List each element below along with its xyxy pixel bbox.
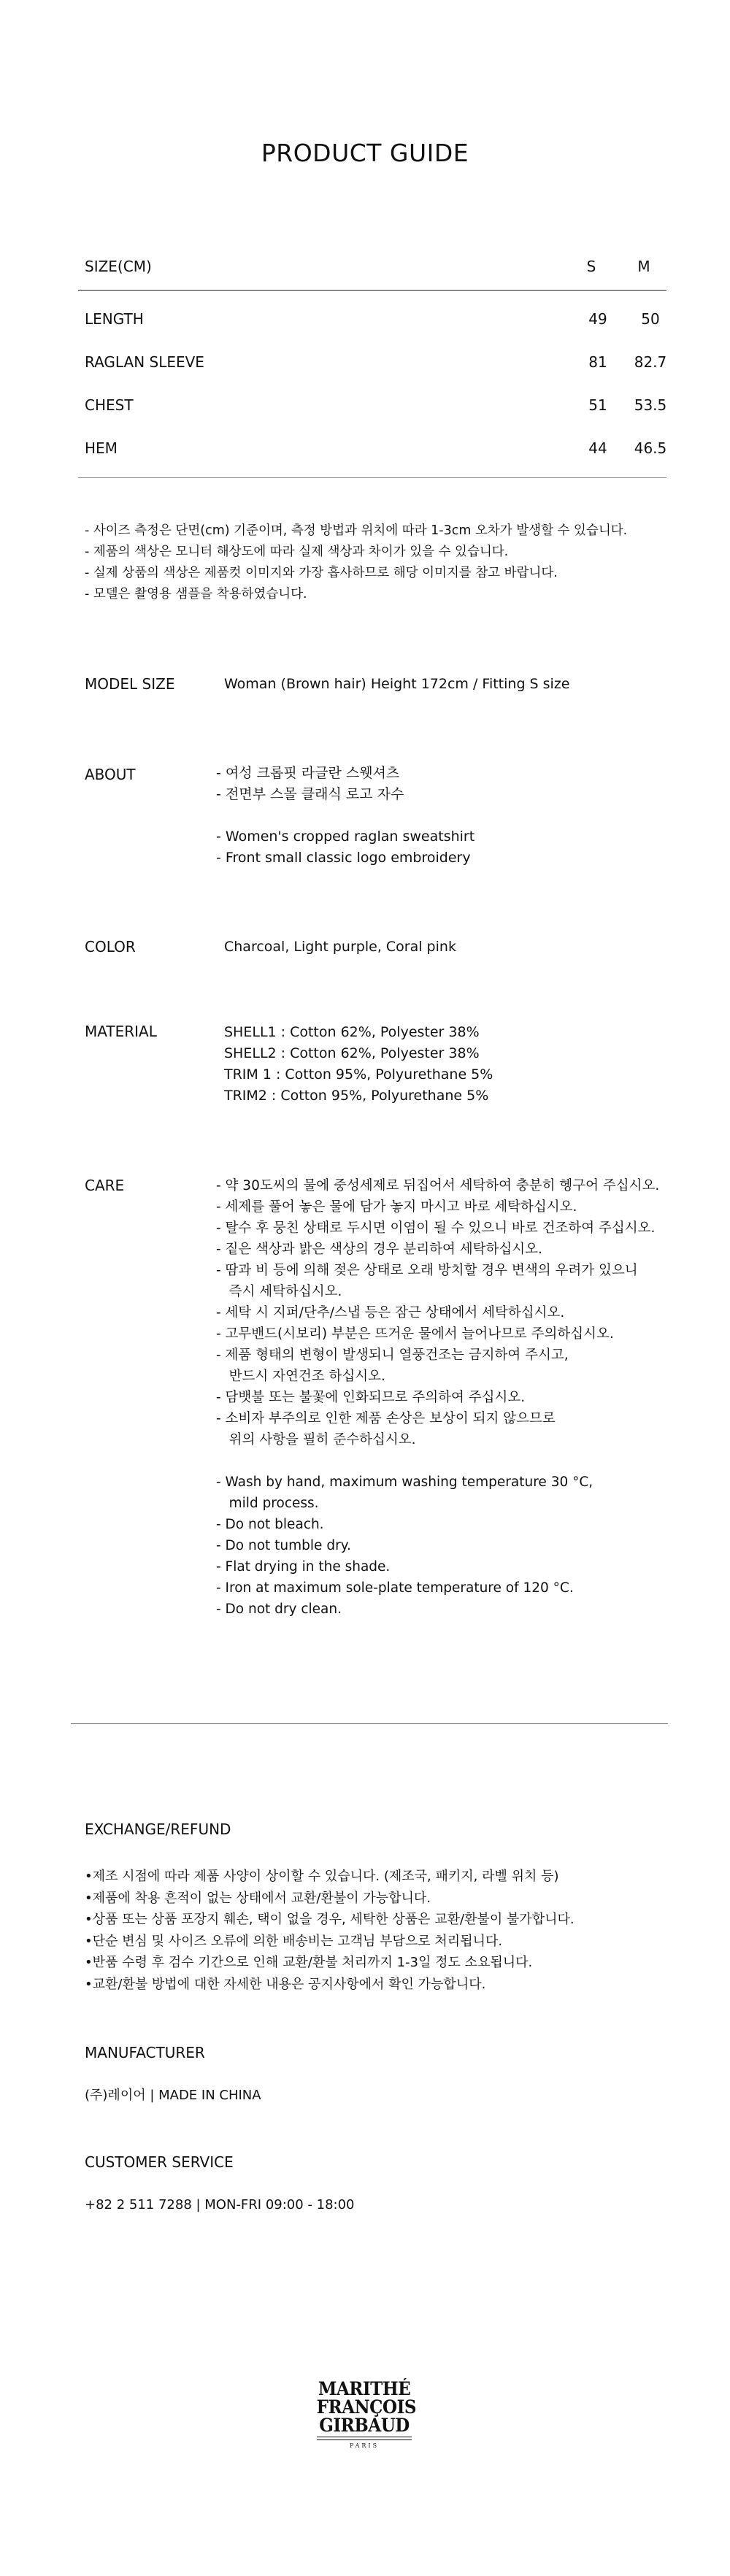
manufacturer-heading: MANUFACTURER: [85, 2044, 205, 2061]
exchange-refund-heading: EXCHANGE/REFUND: [85, 1820, 231, 1838]
size-s-value: 81: [588, 353, 607, 371]
size-s-value: 51: [588, 396, 607, 414]
size-row-label: CHEST: [85, 396, 134, 414]
page-title: PRODUCT GUIDE: [261, 139, 469, 167]
size-table-rule: [78, 290, 666, 291]
care-text: - 약 30도씨의 물에 중성세제로 뒤집어서 세탁하여 충분히 헹구어 주십시오. - 세제를 풀어 놓은 물에 담가 놓지 마시고 바로 세탁하십시오. - 탈수 후 뭉친 상태로 두시면 이염이 될 수 있으니 바로 건조하여 주십시오. - 짙은 색상과 밝은 색상의 경우 분리하여 세탁하십시오. - 땀과 비 등에 의해 젖은 상태로 오래 방치할 경우 변색의 우려가 있으니 즉시 세탁하십시오. - 세탁 시 지퍼/단추/스냅 등은 잠근 상태에서 세탁하십시오. - 고무밴드(시보리) 부분은 뜨거운 물에서 늘어나므로 주의하십시오. - 제품 형태의 변형이 발생되니 열풍건조는 금지하여 주시고, 반드시 자연건조 하십시오. - 담뱃불 또는 불꽃에 인화되므로 주의하여 주십시오. - 소비자 부주의로 인한 제품 손상은 보상이 되지 않으므로 위의 사항을 필히 준수하십시오. - Wash by hand, maximum washing temperature 30 °C, mild process. - Do not bleach. - Do not tumble dry. - Flat drying in the shade. - Iron at maximum sole-plate temperature of 120 °C. - Do not dry clean.: [216, 1178, 660, 1617]
note-line: - 제품의 색상은 모니터 해상도에 따라 실제 색상과 차이가 있을 수 있습니다.: [85, 545, 509, 559]
size-notes: [85, 520, 627, 605]
customer-service-text: +82 2 511 7288 | MON-FRI 09:00 - 18:00: [85, 2197, 355, 2212]
logo-tagline: PARIS: [349, 2442, 380, 2449]
about-text: - 여성 크롭핏 라글란 스웻셔츠 - 전면부 스몰 클래식 로고 자수 - Women's cropped raglan sweatshirt - Front small classic logo embroidery: [216, 765, 475, 866]
size-header-m: M: [637, 258, 650, 275]
color-value: Charcoal, Light purple, Coral pink: [224, 939, 456, 955]
care-label: CARE: [85, 1177, 125, 1194]
manufacturer-text: (주)레이어 | MADE IN CHINA: [85, 2088, 261, 2103]
section-divider: [71, 1723, 668, 1724]
note-line: - 실제 상품의 색상은 제품컷 이미지와 가장 흡사하므로 해당 이미지를 참고 바랍니다.: [85, 566, 558, 580]
size-s-value: 44: [588, 439, 607, 457]
size-m-value: 53.5: [634, 396, 667, 414]
logo-rule: [317, 2437, 412, 2440]
model-size-label: MODEL SIZE: [85, 675, 175, 693]
material-label: MATERIAL: [85, 1023, 157, 1040]
size-m-value: 82.7: [634, 353, 667, 371]
logo-line: FRANÇOIS: [316, 2396, 417, 2418]
logo-line: MARITHÉ: [318, 2378, 411, 2399]
color-label: COLOR: [85, 938, 136, 956]
note-line: - 모델은 촬영용 샘플을 착용하였습니다.: [85, 587, 307, 601]
about-label: ABOUT: [85, 766, 136, 783]
size-row-label: HEM: [85, 439, 118, 457]
model-size-value: Woman (Brown hair) Height 172cm / Fitting S size: [224, 676, 570, 692]
exchange-refund-text: •제조 시점에 따라 제품 사양이 상이할 수 있습니다. (제조국, 패키지, 라벨 위치 등) •제품에 착용 흔적이 없는 상태에서 교환/환불이 가능합니다. •상품 또는 상품 포장지 훼손, 택이 없을 경우, 세탁한 상품은 교환/환불이 불가합니다. •단순 변심 및 사이즈 오류에 의한 배송비는 고객님 부담으로 처리됩니다. •반품 수령 후 검수 기간으로 인해 교환/환불 처리까지 1-3일 정도 소요됩니다. •교환/환불 방법에 대한 자세한 내용은 공지사항에서 확인 가능합니다.: [85, 1869, 575, 1992]
size-header-label: SIZE(CM): [85, 258, 152, 275]
customer-service-heading: CUSTOMER SERVICE: [85, 2153, 234, 2171]
size-header-s: S: [586, 258, 596, 275]
note-line: - 사이즈 측정은 단면(cm) 기준이며, 측정 방법과 위치에 따라 1-3cm 오차가 발생할 수 있습니다.: [85, 523, 628, 538]
size-row-label: RAGLAN SLEEVE: [85, 353, 204, 371]
size-row-label: LENGTH: [85, 310, 144, 328]
size-table-bottom-rule: [78, 477, 666, 478]
logo-line: GIRBAUD: [319, 2415, 410, 2436]
brand-logo: [312, 2380, 416, 2450]
size-m-value: 50: [641, 310, 660, 328]
size-m-value: 46.5: [634, 439, 667, 457]
material-text: SHELL1 : Cotton 62%, Polyester 38% SHELL2 : Cotton 62%, Polyester 38% TRIM 1 : Cotton 95%, Polyurethane 5% TRIM2 : Cotton 95%, Polyurethane 5%: [224, 1024, 493, 1104]
size-s-value: 49: [588, 310, 607, 328]
